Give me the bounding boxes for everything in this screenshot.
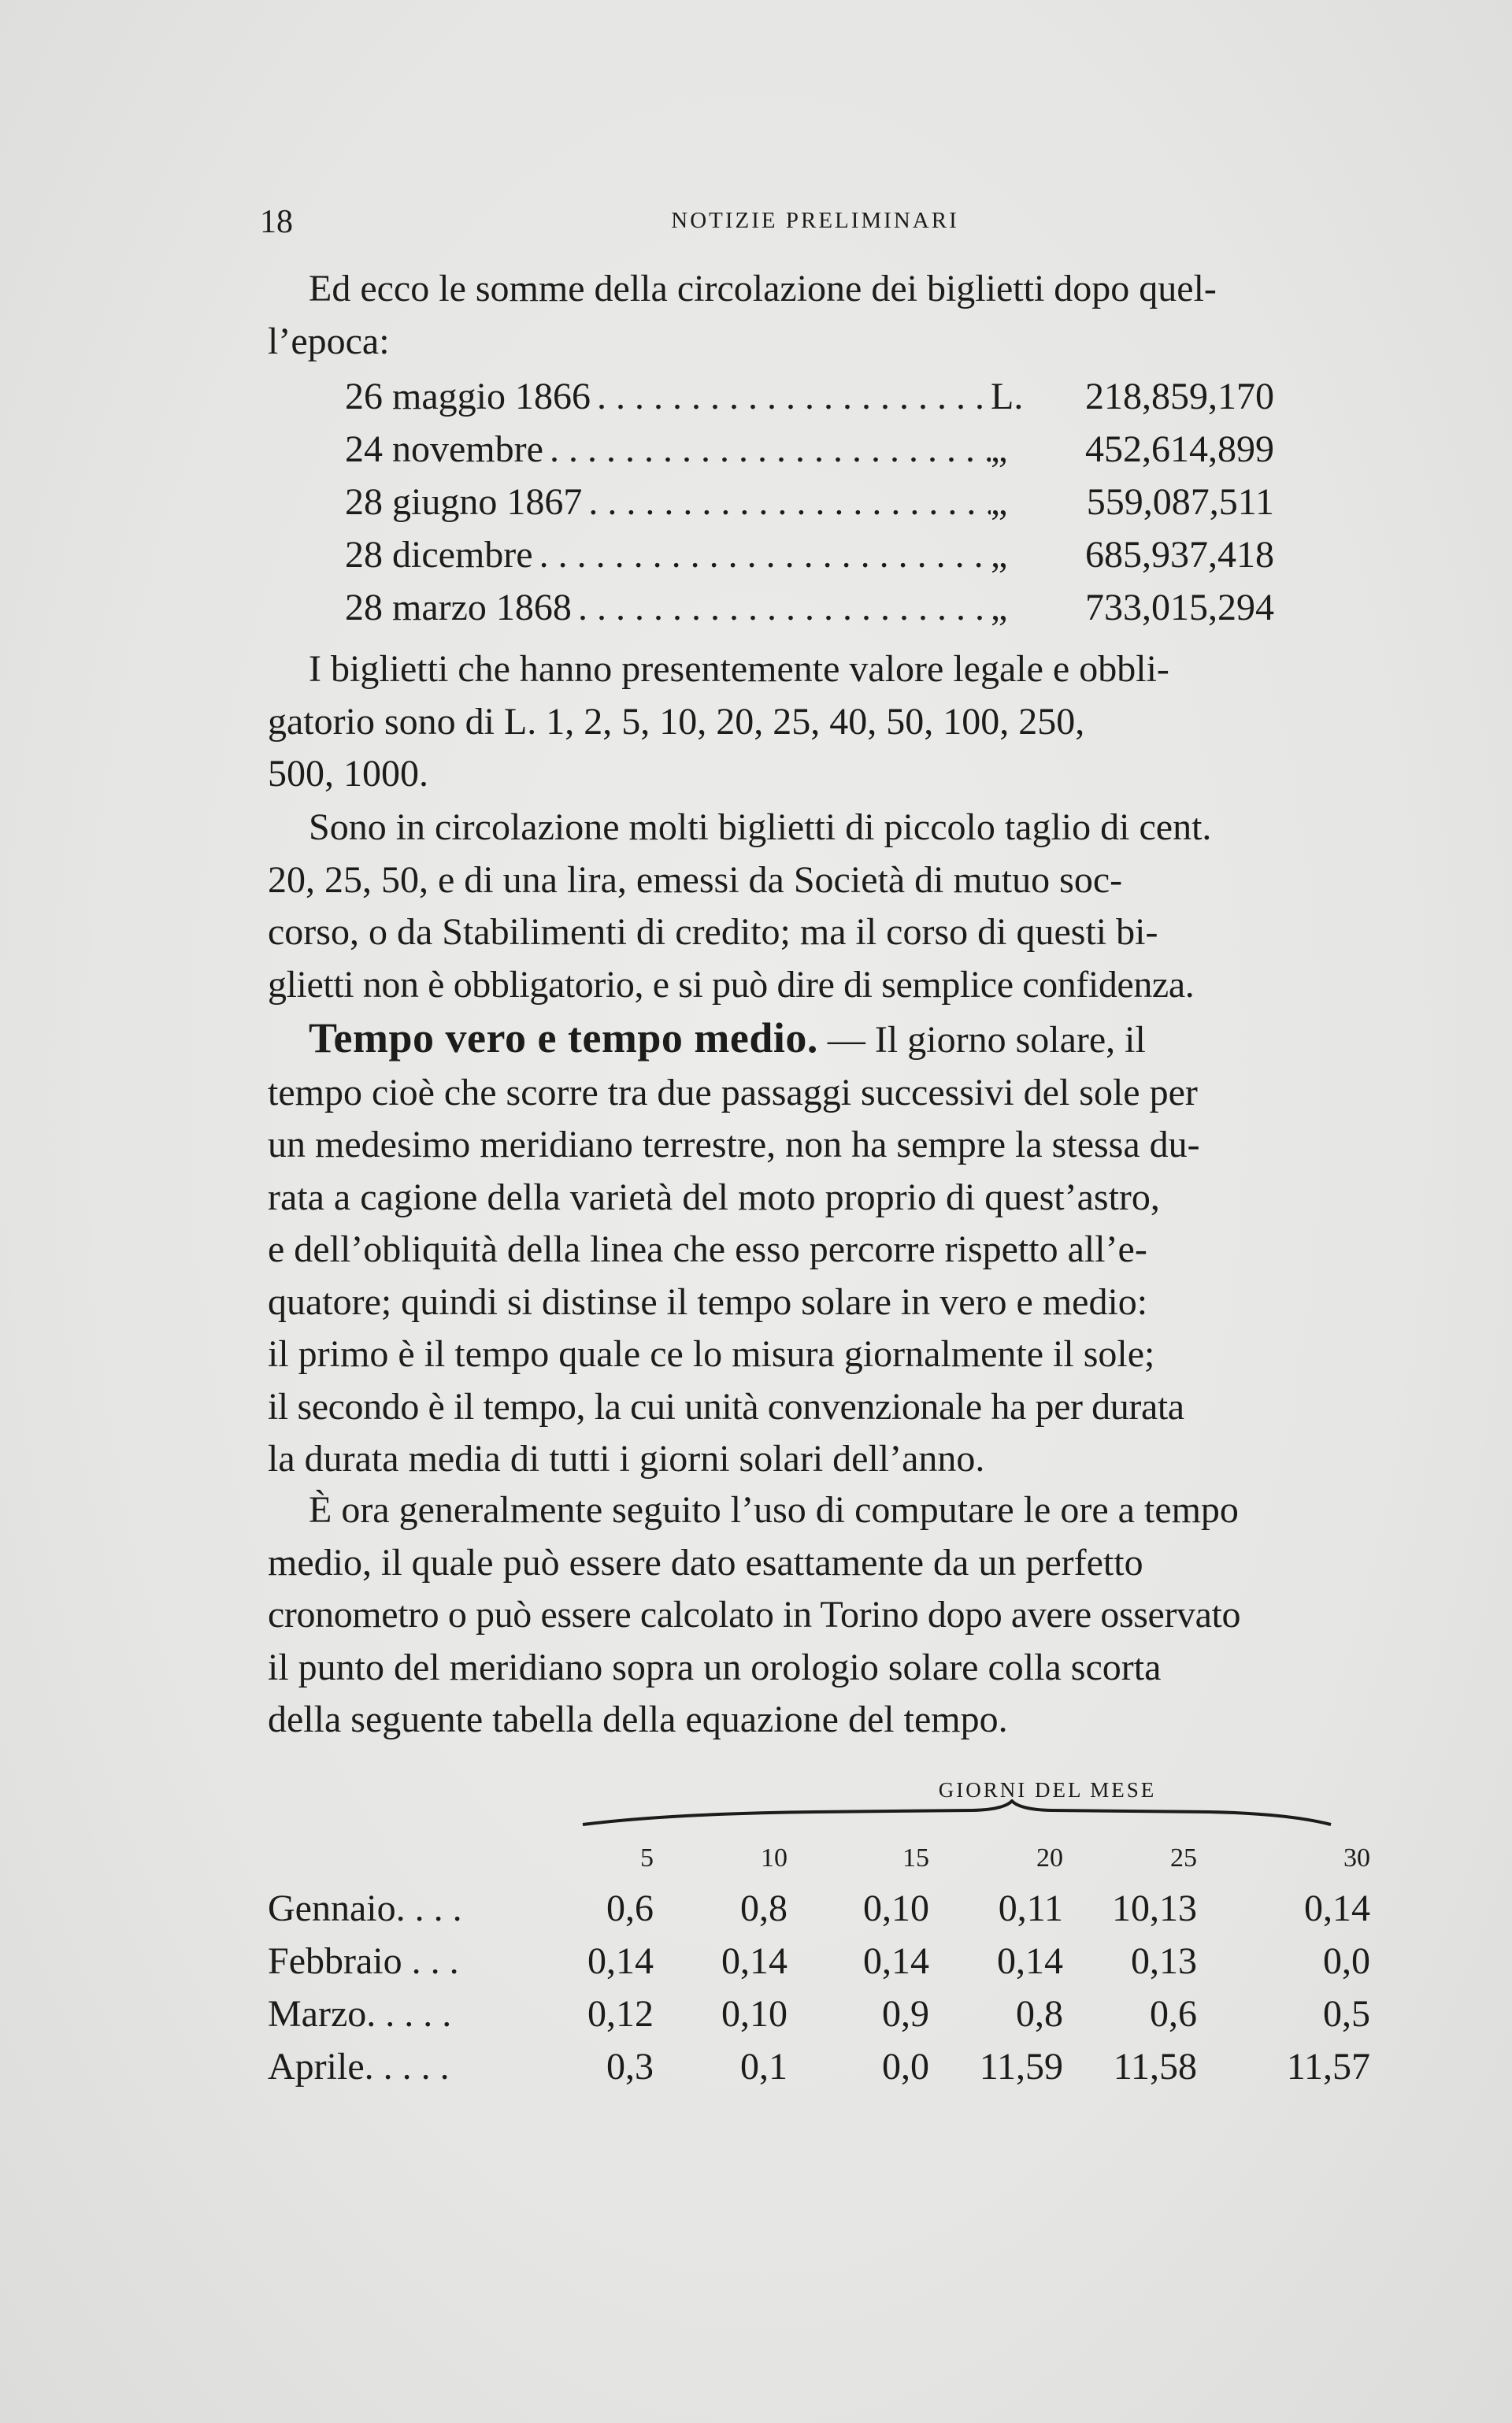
circulation-date: 26 maggio 1866 [345,376,591,417]
intro-line: Ed ecco le somme della circolazione dei biglietti dopo quel- [309,268,1217,309]
circulation-amount: 685,937,418 [1085,534,1274,576]
table-cell: 0,12 [587,1993,654,2035]
legal-tender-paragraph [268,643,1370,801]
text-line: cronometro o può essere calcolato in Torino dopo avere osservato [268,1594,1241,1636]
table-cell: 0,6 [1150,1993,1197,2035]
text-line: Sono in circolazione molti biglietti di piccolo taglio di cent. [309,806,1212,848]
table-cell: 0,14 [1304,1888,1370,1929]
text-line: un medesimo meridiano terrestre, non ha sempre la stessa du- [268,1124,1200,1165]
page-number: 18 [260,204,293,240]
circulation-date: 24 novembre [345,428,543,470]
table-cell: 0,14 [587,1940,654,1982]
text-line: il secondo è il tempo, la cui unità convenzionale ha per durata [268,1385,1184,1428]
day-column-header: 30 [1343,1843,1370,1873]
day-column-header: 10 [761,1843,788,1873]
section-paragraph [268,1012,1370,1486]
circulation-amount: 452,614,899 [1085,428,1274,470]
month-label: Marzo. . . . . [268,1993,452,2035]
table-cell: 0,0 [1323,1940,1370,1982]
circulation-row [345,528,1274,581]
day-column-header: 25 [1170,1843,1197,1873]
month-label: Febbraio . . . [268,1940,459,1982]
circulation-row [345,581,1274,634]
text-line: corso, o da Stabilimenti di credito; ma il corso di questi bi- [268,911,1158,953]
day-column-header: 5 [640,1843,654,1873]
circulation-row [345,370,1274,423]
text-line: rata a cagione della varietà del moto proprio di quest’astro, [268,1176,1160,1218]
month-label: Gennaio. . . . [268,1888,462,1929]
table-cell: 0,11 [998,1888,1063,1929]
table-cell: 0,9 [882,1993,929,2035]
text-line: glietti non è obbligatorio, e si può dire di semplice confidenza. [268,963,1195,1006]
table-cell: 0,13 [1131,1940,1197,1982]
table-header-row [268,1835,1370,1882]
text-line: medio, il quale può essere dato esattamente da un perfetto [268,1541,1143,1584]
circulation-amount: 559,087,511 [1086,481,1274,523]
dot-leader [543,423,991,476]
table-cell: 10,13 [1112,1888,1197,1929]
text-line: la durata media di tutti i giorni solari dell’anno. [268,1438,985,1480]
text-line: quatore; quindi si distinse il tempo solare in vero e medio: [268,1280,1148,1323]
small-notes-paragraph [268,802,1370,1011]
ditto-mark: „ [991,587,1008,628]
text-line: della seguente tabella della equazione del tempo. [268,1699,1008,1740]
circulation-date: 28 giugno 1867 [345,481,583,523]
running-head: NOTIZIE PRELIMINARI [671,208,959,233]
mean-time-paragraph [268,1484,1370,1747]
circulation-amount: 733,015,294 [1085,587,1274,628]
table-cell: 11,58 [1113,2046,1197,2088]
table-cell: 0,3 [606,2046,654,2088]
text-line: I biglietti che hanno presentemente valore legale e obbli- [309,648,1169,690]
section-heading: Tempo vero e tempo medio. [309,1014,818,1061]
circulation-date: 28 marzo 1868 [345,587,572,628]
table-cell: 0,14 [997,1940,1063,1982]
table-cell: 0,0 [882,2046,929,2088]
table-cell: 0,10 [863,1888,929,1929]
intro-paragraph [268,263,1370,368]
table-cell: 0,14 [721,1940,788,1982]
text-line: gatorio sono di L. 1, 2, 5, 10, 20, 25, 40, 50, 100, 250, [268,700,1085,743]
table-row [268,1988,1370,2040]
circulation-amount: 218,859,170 [1085,376,1274,417]
table-cell: 11,59 [979,2046,1063,2088]
intro-line: l’epoca: [268,320,390,362]
text-line: il punto del meridiano sopra un orologio solare colla scorta [268,1646,1162,1688]
table-cell: 11,57 [1286,2046,1370,2088]
ditto-mark: „ [991,428,1008,470]
text-line: È ora generalmente seguito l’uso di computare le ore a tempo [309,1489,1239,1531]
circulation-list [345,370,1274,634]
text-line: il primo è il tempo quale ce lo misura giornalmente il sole; [268,1333,1155,1375]
table-cell: 0,14 [863,1940,929,1982]
table-row [268,1882,1370,1935]
dot-leader [582,476,991,528]
text-line: tempo cioè che scorre tra due passaggi successivi del sole per [268,1071,1198,1113]
table-cell: 0,6 [606,1888,654,1929]
table-row [268,1935,1370,1988]
circulation-row [345,476,1274,528]
dot-leader [533,528,991,581]
day-column-header: 15 [902,1843,929,1873]
text-line: 500, 1000. [268,753,428,795]
brace-icon [579,1799,1335,1831]
currency-mark: L. [991,376,1024,417]
table-cell: 0,8 [740,1888,788,1929]
text-line: 20, 25, 50, e di una lira, emessi da Società di mutuo soc- [268,858,1123,901]
table-cell: 0,5 [1323,1993,1370,2035]
equation-of-time-table [268,1835,1370,2093]
table-cell: 0,1 [740,2046,788,2088]
dot-leader [572,581,991,634]
text-line: e dell’obliquità della linea che esso percorre rispetto all’e- [268,1228,1147,1270]
section-lead: — Il giorno solare, il [817,1019,1146,1061]
day-column-header: 20 [1036,1843,1063,1873]
circulation-date: 28 dicembre [345,534,533,576]
dot-leader [591,370,991,423]
table-cell: 0,8 [1016,1993,1063,2035]
table-caption: GIORNI DEL MESE [938,1778,1157,1802]
circulation-row [345,423,1274,476]
page-header [260,203,1370,243]
ditto-mark: „ [991,481,1008,523]
table-cell: 0,10 [721,1993,788,2035]
table-row [268,2040,1370,2093]
month-label: Aprile. . . . . [268,2046,450,2088]
ditto-mark: „ [991,534,1008,576]
